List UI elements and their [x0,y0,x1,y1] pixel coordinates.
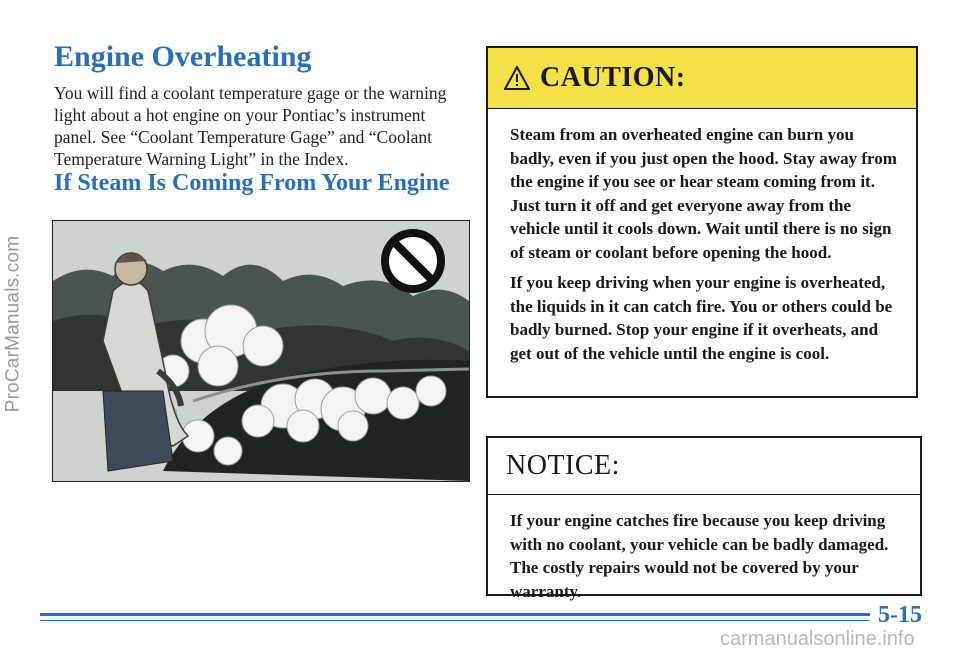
footer-rule [40,613,870,616]
notice-paragraph: If your engine catches fire because you keep driving with no coolant, your vehicle can be badly damaged. The costly repairs would not be covered by your warranty. [510,511,889,601]
side-watermark-text: ProCarManuals.com [2,235,24,413]
notice-title: NOTICE: [506,450,620,481]
caution-paragraph: If you keep driving when your engine is overheated, the liquids in it can catch fire. You or others could be badly burned. Stop your engine if it overheats, and get out of the vehicle until the engine is cool. [510,273,893,363]
section-title: Engine Overheating [54,40,312,73]
intro-paragraph: You will find a coolant temperature gage or the warning light about a hot engine on your Pontiac’s instrument panel. See “Coolant Temperature Gage” and “Coolant Temperature Warning Light” in the Index. [54,83,447,169]
page-number: 5-15 [878,602,922,628]
no-symbol-icon [385,233,441,289]
caution-paragraph: Steam from an overheated engine can burn you badly, even if you just open the hood. Stay away from the engine if you see or hear steam coming from it. Just turn it off and get everyone away from the vehicle until it cools down. Wait until there is no sign of steam or coolant before opening the hood. [510,125,897,262]
steam-scene [53,221,469,481]
caution-header [488,48,916,109]
footer-watermark: carmanualsonline.info [720,628,915,650]
warning-triangle-icon [504,66,530,90]
footer-rule-thin [40,620,870,621]
caution-body [488,109,916,365]
notice-header [488,438,920,495]
steam-illustration [52,220,470,482]
caution-box [486,46,918,398]
notice-body [488,495,920,603]
subheading: If Steam Is Coming From Your Engine [54,170,450,196]
side-watermark [2,0,24,648]
notice-box [486,436,922,601]
caution-title: CAUTION: [540,62,686,93]
